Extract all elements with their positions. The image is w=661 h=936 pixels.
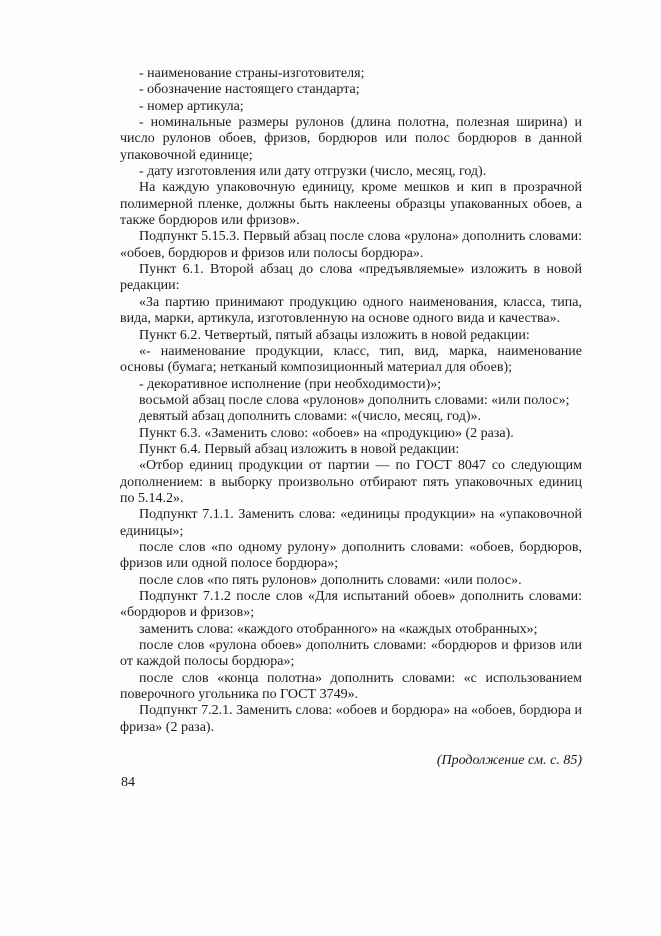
paragraph: - наименование страны-изготовителя; (139, 66, 365, 81)
paragraph: - номер артикула; (139, 98, 244, 114)
paragraph: Пункт 6.1. Второй абзац до слова «предъявляемые» изложить в новой редакции: (120, 262, 582, 294)
paragraph: На каждую упаковочную единицу, кроме мешков и кип в прозрачной полимерной пленке, должны быть наклеены образцы упакованных обоев, а также бордюров или фризов». (120, 180, 582, 229)
paragraph: Подпункт 7.1.2 после слов «Для испытаний обоев» дополнить словами: «бордюров и фризов»; (120, 589, 582, 621)
paragraph: «Отбор единиц продукции от партии — по ГОСТ 8047 со следующим дополнением: в выборку произвольно отбирают пять упаковочных единиц по 5.14.2». (120, 458, 582, 506)
paragraph: после слов «по пять рулонов» дополнить словами: «или полос». (139, 572, 522, 588)
paragraph: Подпункт 7.1.1. Заменить слова: «единицы продукции» на «упаковочной единицы»; (120, 507, 582, 539)
paragraph: - номинальные размеры рулонов (длина полотна, полезная ширина) и число рулонов обоев, фризов, бордюров или полос бордюров в данной упаковочной единице; (120, 115, 582, 163)
paragraph: после слов «рулона обоев» дополнить словами: «бордюров и фризов или от каждой полосы бордюра»; (120, 638, 582, 670)
paragraph: девятый абзац дополнить словами: «(число, месяц, год)». (139, 409, 482, 425)
paragraph: - обозначение настоящего стандарта; (139, 82, 360, 98)
paragraph: - декоративное исполнение (при необходимости)»; (139, 376, 442, 392)
paragraph: - дату изготовления или дату отгрузки (число, месяц, год). (139, 164, 487, 180)
paragraph: Подпункт 5.15.3. Первый абзац после слова «рулона» дополнить словами: «обоев, бордюров и фризов или полосы бордюра». (120, 229, 582, 261)
paragraph: после слов «конца полотна» дополнить словами: «с использованием поверочного угольника по ГОСТ 3749». (120, 670, 582, 703)
page-content (120, 66, 582, 769)
document-body (120, 66, 582, 736)
paragraph: восьмой абзац после слова «рулонов» дополнить словами: «или полос»; (139, 392, 570, 408)
page-number: 84 (121, 775, 135, 790)
paragraph: заменить слова: «каждого отобранного» на «каждых отобранных»; (139, 621, 538, 637)
paragraph: Пункт 6.2. Четвертый, пятый абзацы изложить в новой редакции: (139, 327, 530, 343)
paragraph: «- наименование продукции, класс, тип, вид, марка, наименование основы (бумага; нетканый композиционный материал для обоев); (120, 343, 582, 376)
paragraph: Пункт 6.3. «Заменить слово: «обоев» на «продукцию» (2 раза). (139, 425, 514, 441)
continuation-note: (Продолжение см. с. 85) (436, 753, 582, 769)
paragraph: после слов «по одному рулону» дополнить словами: «обоев, бордюров, фризов или одной полосе бордюра»; (120, 539, 582, 572)
paragraph: Пункт 6.4. Первый абзац изложить в новой редакции: (139, 441, 460, 457)
paragraph: «За партию принимают продукцию одного наименования, класса, типа, вида, марки, артикула, изготовленную на основе одного вида и качества». (120, 294, 582, 327)
paragraph: Подпункт 7.2.1. Заменить слова: «обоев и бордюра» на «обоев, бордюра и фриза» (2 раза). (120, 703, 582, 735)
